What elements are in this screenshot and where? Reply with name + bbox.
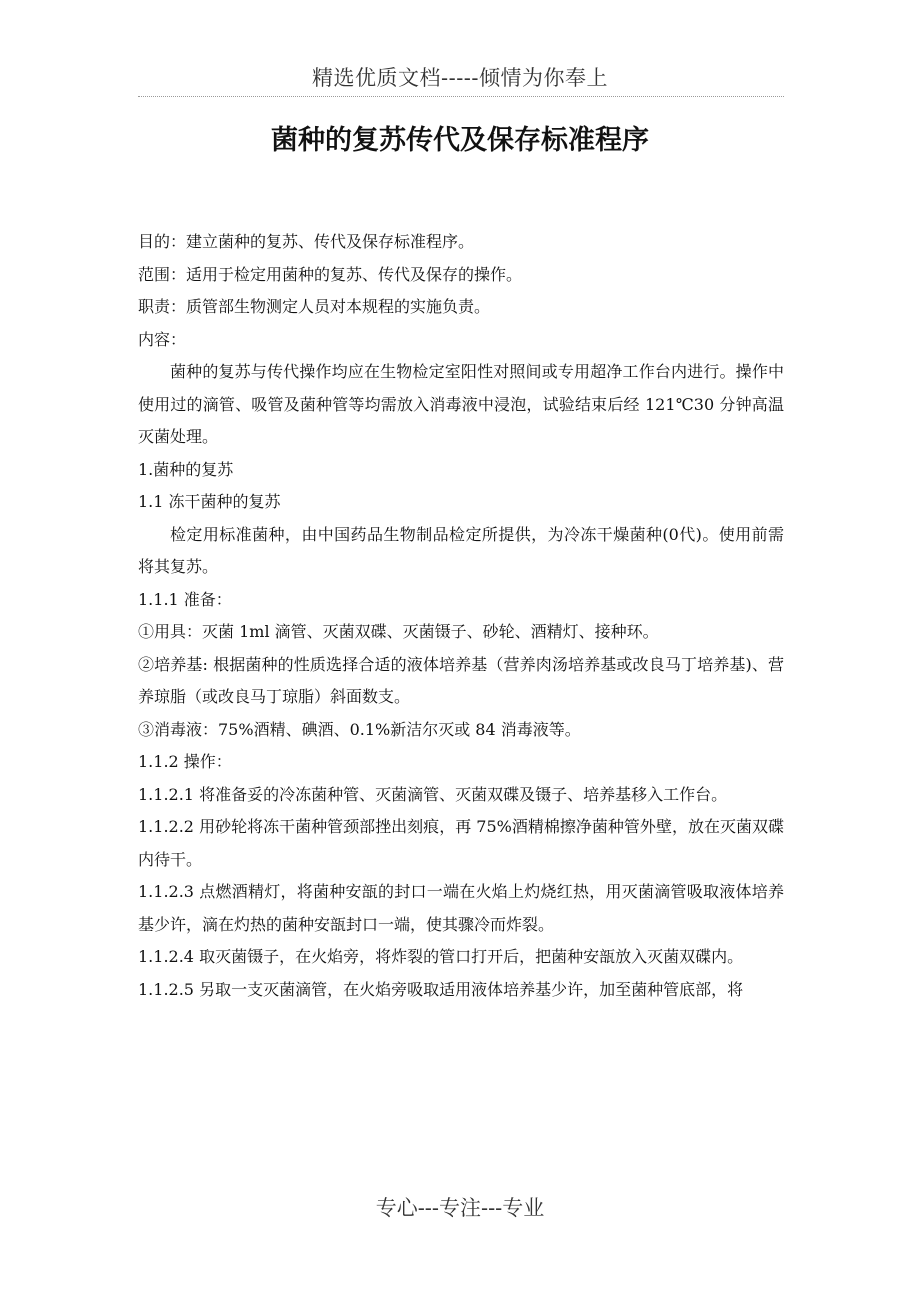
paragraph-section-1-1: 1.1 冻干菌种的复苏 <box>138 492 281 511</box>
page-header: 精选优质文档-----倾情为你奉上 <box>312 66 608 90</box>
paragraph-scope: 范围：适用于检定用菌种的复苏、传代及保存的操作。 <box>138 264 523 284</box>
paragraph-prep-1: ①用具：灭菌 1ml 滴管、灭菌双碟、灭菌镊子、砂轮、酒精灯、接种环。 <box>138 622 659 641</box>
document-body <box>138 226 784 1006</box>
header-divider <box>138 96 784 97</box>
paragraph-prep-2: ②培养基: 根据菌种的性质选择合适的液体培养基（营养肉汤培养基或改良马丁培养基)、营养琼脂（或改良马丁琼脂）斜面数支。 <box>138 654 784 706</box>
paragraph-content-label: 内容： <box>138 329 187 349</box>
paragraph-purpose: 目的：建立菌种的复苏、传代及保存标准程序。 <box>138 232 475 251</box>
paragraph-step-4: 1.1.2.4 取灭菌镊子，在火焰旁，将炸裂的管口打开后，把菌种安瓿放入灭菌双碟内。 <box>138 947 744 966</box>
paragraph-section-1-1-intro: 检定用标准菌种，由中国药品生物制品检定所提供，为冷冻干燥菌种(0代)。使用前需将其复苏。 <box>138 524 784 576</box>
paragraph-section-1-1-2: 1.1.2 操作： <box>138 752 232 771</box>
page-footer: 专心---专注---专业 <box>375 1196 545 1220</box>
paragraph-content-intro: 菌种的复苏与传代操作均应在生物检定室阳性对照间或专用超净工作台内进行。操作中使用过的滴管、吸管及菌种管等均需放入消毒液中浸泡，试验结束后经 121℃30 分钟高温灭菌处理。 <box>138 362 784 446</box>
paragraph-step-1: 1.1.2.1 将准备妥的冷冻菌种管、灭菌滴管、灭菌双碟及镊子、培养基移入工作台。 <box>138 784 728 804</box>
paragraph-step-5: 1.1.2.5 另取一支灭菌滴管，在火焰旁吸取适用液体培养基少许，加至菌种管底部，将 <box>138 979 744 999</box>
paragraph-section-1: 1.菌种的复苏 <box>138 459 234 479</box>
paragraph-step-2: 1.1.2.2 用砂轮将冻干菌种管颈部挫出刻痕，再 75%酒精棉擦净菌种管外壁，放在灭菌双碟内待干。 <box>138 817 784 869</box>
paragraph-section-1-1-1: 1.1.1 准备： <box>138 589 232 609</box>
paragraph-step-3: 1.1.2.3 点燃酒精灯，将菌种安瓿的封口一端在火焰上灼烧红热，用灭菌滴管吸取液体培养基少许，滴在灼热的菌种安瓿封口一端，使其骤冷而炸裂。 <box>138 882 784 934</box>
document-title: 菌种的复苏传代及保存标准程序 <box>271 125 649 156</box>
paragraph-responsibility: 职责：质管部生物测定人员对本规程的实施负责。 <box>138 297 491 316</box>
paragraph-prep-3: ③消毒液：75%酒精、碘酒、0.1%新洁尔灭或 84 消毒液等。 <box>138 719 581 739</box>
